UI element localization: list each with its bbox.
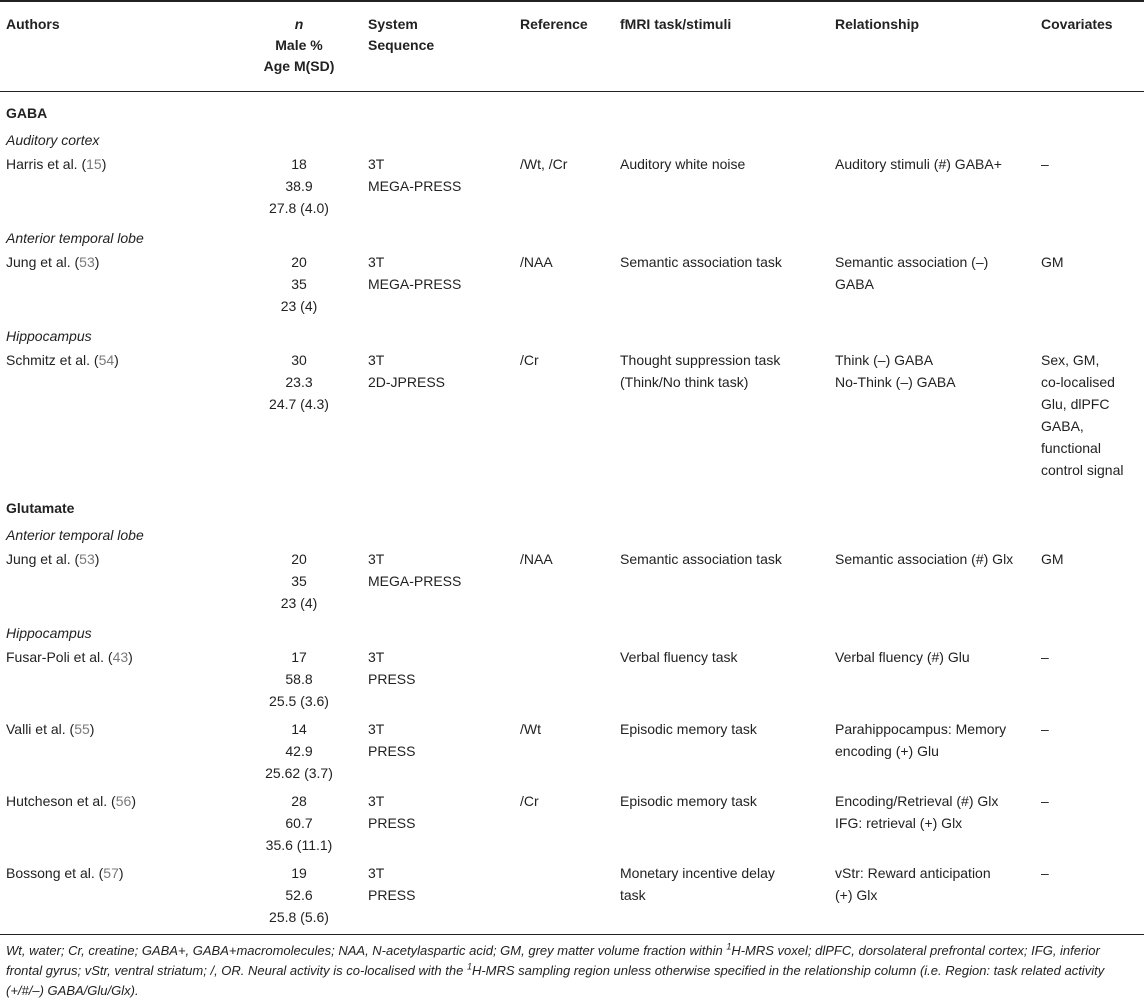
relationship-cell (835, 349, 1041, 487)
relationship-line: Think (–) GABA (835, 352, 934, 368)
reference-cell (520, 862, 620, 935)
covariate-line: control signal (1041, 462, 1124, 478)
region-row (0, 522, 1144, 548)
n-male-age-cell (230, 646, 368, 718)
relationship-line: vStr: Reward anticipation (835, 865, 991, 881)
reference-cell: /Cr (520, 352, 539, 368)
n-male-age-cell (230, 862, 368, 935)
footnote-text-1: Wt, water; Cr, creatine; GABA+, GABA+macromolecules; NAA, N-acetylaspartic acid; GM, grey matter volume fraction within (6, 943, 727, 958)
male-percent: 52.6 (285, 887, 313, 903)
reference-cell (520, 646, 620, 718)
table-row (0, 153, 1144, 225)
footnote-text-2: H-MRS voxel; dlPFC, dorsolateral prefrontal cortex; IFG, inferior frontal gyrus; vStr, ventral striatum; /, OR. Neural activity is co-localised with the (6, 943, 1100, 978)
task-line: Semantic association task (620, 254, 782, 270)
field-strength: 3T (368, 352, 385, 368)
footnote-sup-2: 1 (466, 961, 472, 972)
age-mean-sd: 25.62 (3.7) (265, 765, 333, 781)
header-male-pct: Male % (275, 37, 323, 53)
task-line: task (620, 887, 646, 903)
field-strength: 3T (368, 551, 385, 567)
sequence-name: PRESS (368, 887, 416, 903)
sample-size: 28 (291, 793, 307, 809)
reference-number-link: 15 (86, 156, 102, 172)
covariate-line: co-localised (1041, 374, 1115, 390)
relationship-cell (835, 790, 1041, 862)
author-name: Harris et al. ( (6, 156, 87, 172)
header-system: System (368, 16, 418, 32)
footnote-sup-1: 1 (726, 941, 732, 952)
author-name: Bossong et al. ( (6, 865, 104, 881)
reference-number-link: 54 (98, 352, 115, 368)
covariates-cell (1041, 251, 1144, 323)
region-label: Hippocampus (6, 328, 92, 344)
header-reference: Reference (520, 16, 588, 32)
author-name: Jung et al. ( (6, 254, 80, 270)
table-row (0, 790, 1144, 862)
task-cell (620, 718, 835, 790)
age-mean-sd: 35.6 (11.1) (265, 837, 333, 853)
task-cell (620, 153, 835, 225)
male-percent: 35 (291, 276, 307, 292)
sequence-name: MEGA-PRESS (368, 276, 462, 292)
age-mean-sd: 24.7 (4.3) (269, 396, 329, 412)
footnote-text-3: H-MRS sampling region unless otherwise specified in the relationship column (i.e. Region: task related activity (+/#/–) GABA/Glu/Glx). (6, 963, 1105, 998)
region-row (0, 127, 1144, 153)
age-mean-sd: 27.8 (4.0) (269, 200, 329, 216)
reference-number-link: 56 (115, 793, 132, 809)
age-mean-sd: 25.8 (5.6) (269, 909, 329, 925)
reference-cell: /NAA (520, 551, 553, 567)
reference-cell: /Wt, /Cr (520, 156, 568, 172)
field-strength: 3T (368, 721, 385, 737)
author-close-paren: ) (94, 551, 100, 567)
male-percent: 35 (291, 573, 307, 589)
sample-size: 30 (291, 352, 307, 368)
author-cell (0, 153, 230, 225)
author-close-paren: ) (128, 649, 133, 665)
sequence-name: PRESS (368, 743, 416, 759)
table-row (0, 718, 1144, 790)
sequence-name: 2D-JPRESS (368, 374, 446, 390)
section-heading-row (0, 487, 1144, 522)
table-row (0, 548, 1144, 620)
author-name: Valli et al. ( (6, 721, 75, 737)
reference-number-link: 57 (103, 865, 119, 881)
task-line: Monetary incentive delay (620, 865, 775, 881)
covariate-line: functional (1041, 440, 1101, 456)
task-line: Semantic association task (620, 551, 782, 567)
author-close-paren: ) (94, 254, 100, 270)
task-cell (620, 548, 835, 620)
author-close-paren: ) (101, 156, 107, 172)
table-footnote (0, 935, 1132, 1001)
region-label: Auditory cortex (6, 132, 100, 148)
header-sequence: Sequence (368, 37, 435, 53)
header-n: n (294, 16, 304, 32)
system-sequence-cell (368, 790, 520, 862)
region-row (0, 323, 1144, 349)
reference-cell: /Cr (520, 793, 539, 809)
task-cell (620, 251, 835, 323)
section-title: GABA (6, 105, 48, 121)
male-percent: 42.9 (285, 743, 313, 759)
covariate-line: Glu, dlPFC (1041, 396, 1110, 412)
covariate-line: GM (1041, 551, 1064, 567)
field-strength: 3T (368, 254, 385, 270)
header-covariates: Covariates (1041, 16, 1113, 32)
covariates-cell (1041, 790, 1144, 862)
sequence-name: PRESS (368, 815, 416, 831)
table-row (0, 349, 1144, 487)
relationship-cell (835, 718, 1041, 790)
task-cell (620, 790, 835, 862)
covariates-cell (1041, 349, 1144, 487)
relationship-line: Parahippocampus: Memory (835, 721, 1007, 737)
reference-number-link: 55 (74, 721, 90, 737)
n-male-age-cell (230, 251, 368, 323)
covariate-line: GABA, (1041, 418, 1084, 434)
task-line: Thought suppression task (620, 352, 781, 368)
region-row (0, 620, 1144, 646)
task-line: (Think/No think task) (620, 374, 749, 390)
task-cell (620, 646, 835, 718)
covariates-cell (1041, 718, 1144, 790)
sample-size: 18 (291, 156, 307, 172)
covariate-line: – (1041, 721, 1049, 737)
field-strength: 3T (368, 793, 385, 809)
task-line: Verbal fluency task (620, 649, 738, 665)
author-name: Schmitz et al. ( (6, 352, 99, 368)
relationship-line: GABA (835, 276, 874, 292)
header-task: fMRI task/stimuli (620, 16, 732, 32)
author-close-paren: ) (114, 352, 119, 368)
region-label: Anterior temporal lobe (6, 230, 144, 246)
author-name: Fusar-Poli et al. ( (6, 649, 113, 665)
region-row (0, 225, 1144, 251)
table-row (0, 646, 1144, 718)
reference-number-link: 53 (79, 551, 95, 567)
relationship-cell (835, 251, 1041, 323)
n-male-age-cell (230, 548, 368, 620)
relationship-cell (835, 646, 1041, 718)
sample-size: 20 (291, 551, 307, 567)
author-name: Hutcheson et al. ( (6, 793, 116, 809)
task-cell (620, 862, 835, 935)
male-percent: 58.8 (285, 671, 313, 687)
table-body (0, 92, 1144, 935)
reference-number-link: 53 (79, 254, 95, 270)
relationship-line: Semantic association (#) Glx (835, 551, 1014, 567)
relationship-cell (835, 862, 1041, 935)
author-close-paren: ) (89, 721, 95, 737)
author-close-paren: ) (118, 865, 124, 881)
field-strength: 3T (368, 865, 385, 881)
sequence-name: MEGA-PRESS (368, 573, 462, 589)
covariate-line: Sex, GM, (1041, 352, 1100, 368)
author-cell (0, 646, 230, 718)
header-authors: Authors (6, 16, 60, 32)
covariates-cell (1041, 862, 1144, 935)
task-line: Episodic memory task (620, 793, 757, 809)
field-strength: 3T (368, 649, 385, 665)
n-male-age-cell (230, 153, 368, 225)
relationship-line: No-Think (–) GABA (835, 374, 956, 390)
task-line: Auditory white noise (620, 156, 746, 172)
sample-size: 20 (291, 254, 307, 270)
covariate-line: GM (1041, 254, 1064, 270)
relationship-line: encoding (+) Glu (835, 743, 939, 759)
age-mean-sd: 23 (4) (280, 298, 318, 314)
table-row (0, 251, 1144, 323)
sample-size: 19 (291, 865, 307, 881)
male-percent: 23.3 (285, 374, 313, 390)
reference-cell: /NAA (520, 254, 553, 270)
age-mean-sd: 23 (4) (280, 595, 318, 611)
relationship-cell (835, 548, 1041, 620)
male-percent: 38.9 (285, 178, 313, 194)
covariates-cell (1041, 153, 1144, 225)
covariate-line: – (1041, 865, 1049, 881)
relationship-line: Encoding/Retrieval (#) Glx (835, 793, 999, 809)
covariate-line: – (1041, 649, 1049, 665)
covariates-cell (1041, 548, 1144, 620)
sequence-name: MEGA-PRESS (368, 178, 462, 194)
relationship-line: Semantic association (–) (835, 254, 989, 270)
system-sequence-cell (368, 349, 520, 487)
covariates-cell (1041, 646, 1144, 718)
system-sequence-cell (368, 548, 520, 620)
section-heading-row (0, 92, 1144, 128)
sample-size: 17 (291, 649, 307, 665)
sample-size: 14 (291, 721, 307, 737)
author-cell (0, 251, 230, 323)
task-line: Episodic memory task (620, 721, 757, 737)
relationship-line: IFG: retrieval (+) Glx (835, 815, 963, 831)
author-cell (0, 862, 230, 935)
author-cell (0, 349, 230, 487)
header-system-sequence (368, 1, 520, 92)
reference-cell: /Wt (520, 721, 541, 737)
n-male-age-cell (230, 349, 368, 487)
author-name: Jung et al. ( (6, 551, 80, 567)
region-label: Anterior temporal lobe (6, 527, 144, 543)
author-cell (0, 548, 230, 620)
reference-number-link: 43 (112, 649, 129, 665)
author-cell (0, 718, 230, 790)
relationship-line: Auditory stimuli (#) GABA+ (835, 156, 1002, 172)
table-row (0, 862, 1144, 935)
field-strength: 3T (368, 156, 385, 172)
header-n-male-age (230, 1, 368, 92)
system-sequence-cell (368, 718, 520, 790)
system-sequence-cell (368, 646, 520, 718)
relationship-line: (+) Glx (835, 887, 878, 903)
author-cell (0, 790, 230, 862)
region-label: Hippocampus (6, 625, 92, 641)
covariate-line: – (1041, 793, 1049, 809)
male-percent: 60.7 (285, 815, 313, 831)
table-header (0, 1, 1144, 92)
relationship-cell (835, 153, 1041, 225)
header-row (0, 1, 1144, 92)
author-close-paren: ) (131, 793, 136, 809)
covariate-line: – (1041, 156, 1049, 172)
header-age: Age M(SD) (263, 58, 335, 74)
n-male-age-cell (230, 718, 368, 790)
n-male-age-cell (230, 790, 368, 862)
relationship-line: Verbal fluency (#) Glu (835, 649, 970, 665)
age-mean-sd: 25.5 (3.6) (269, 693, 329, 709)
sequence-name: PRESS (368, 671, 416, 687)
system-sequence-cell (368, 862, 520, 935)
system-sequence-cell (368, 153, 520, 225)
system-sequence-cell (368, 251, 520, 323)
header-relationship: Relationship (835, 16, 920, 32)
task-cell (620, 349, 835, 487)
section-title: Glutamate (6, 500, 75, 516)
